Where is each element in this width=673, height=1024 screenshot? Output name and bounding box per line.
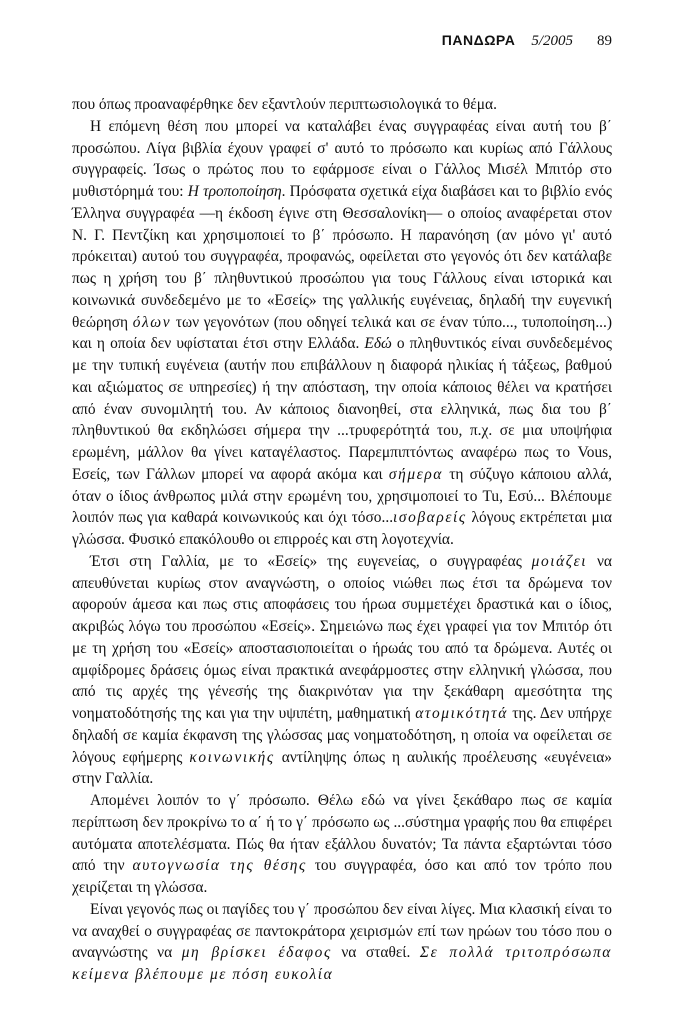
emphasis-olon: όλων bbox=[132, 313, 172, 331]
running-header bbox=[60, 32, 612, 54]
emphasis-simera: σήμερα bbox=[388, 465, 443, 483]
paragraph-1: που όπως προαναφέρθηκε δεν εξαντλούν περιπτωσιολογικά το θέμα. bbox=[72, 96, 497, 113]
p3-text-g: αντίληψης όπως η αυλικής προέλευσης «ευγένεια» στην Γαλλία. bbox=[72, 748, 613, 788]
p2-text-c: . Πρόσφατα σχετικά είχα διαβάσει και το βιβλίο ενός Έλληνα συγγραφέα —η έκδοση έγινε στη Θεσσαλονίκη— ο οποίος αναφέρεται στον Ν. Γ. Πεντζίκη και χρησιμοποιεί το β΄ πρόσωπο. Η παρανόηση (αν μόνο γι' αυτό πρόκειται) αυτού του συγγραφέα, προφανώς, οφείλεται στο γεγονός ότι δεν κατάλαβε πως η χρήση του β΄ πληθυντικού προσώπου για τους Γάλλους είναι ιστορικά και κοινωνικά συνδεδεμένο με το «Εσείς» της γαλλικής ευγένειας, δηλαδή την ευγενική θεώρηση bbox=[72, 183, 612, 331]
p2-text-a: Η επόμενη θέση που μπορεί να καταλάβει ένας συγγραφέας είναι αυτή του β΄ προσώπου. Λίγα βιβλία έχουν γραφεί σ' αυτό το πρόσωπο και κυρίως από Γάλλους συγγραφείς. Ίσως ο πρώτος που το εφάρμοσε είναι ο Γάλλος Μισέλ Μπιτόρ στο μυθιστόρημά του: bbox=[72, 117, 612, 200]
paragraph-3 bbox=[72, 551, 612, 790]
p2-text-g: ο πληθυντικός είναι συνδεδεμένος με την τυπική ευγένεια (αυτήν που επιβάλλουν η διαφορά ηλικίας ή τάξεως, βαθμού και αξιώματος σε υπηρεσίες) ή την απόσταση, την οποία κάποιος θέλει να κρατήσει από έναν συνομιλητή του. Αν κάποιος διανοηθεί, στα ελληνικά, πως δια του β΄ πληθυντικού θα εκδηλώσει σήμερα την ...τρυφερότητά του, π.χ. σε μια υποψήφια ερωμένη, μάλλον θα γίνει καταγέλαστος. Παρεμπιπτόντως αναφέρω πως το Vous, Εσείς, των Γάλλων μπορεί να αφορά ακόμα και bbox=[72, 335, 612, 483]
p4-text-a: Απομένει λοιπόν το γ΄ πρόσωπο. Θέλω εδώ να γίνει ξεκάθαρο πως σε καμία περίπτωση δεν προκρίνω το α΄ ή το γ΄ πρόσωπο ως ...σύστημα γραφής που θα επιφέρει αυτόματα αποτελέσματα. Πώς θα ήταν εξάλλου δυνατόν; Τα πάντα εξαρτώνται τόσο από την bbox=[72, 792, 612, 875]
p5-text-c: να σταθεί. bbox=[331, 944, 420, 962]
paragraph-2 bbox=[72, 116, 612, 551]
emphasis-edo: Εδώ bbox=[364, 335, 392, 353]
emphasis-koinonikis: κοινωνικής bbox=[189, 748, 275, 766]
body-text bbox=[72, 94, 612, 986]
p3-text-c: να απευθύνεται κυρίως στον αναγνώστη, ο οποίος νιώθει πως έτσι τα δρώμενα τον αφορούν άμεσα και πως στις αποφάσεις του ήρωα συμμετέχει δραστικά και ο ίδιος, ακριβώς λόγω του προσώπου «Εσείς». Σημειώνω πως έχει γραφεί για τον Μπιτόρ ότι με τη χρήση του «Εσείς» αποστασιοποιείται ο ήρωάς του από τα δρώμενα. Αυτές οι αμφίδρομες δράσεις όμως είναι πρακτικά ανεφάρμοστες στην ελληνική γλώσσα, που από τις αρχές της γένεσής της διακρινόταν για την ξεκάθαρη αμεσότητα της νοηματοδότησής της και για την υψιπέτη, μαθηματική bbox=[72, 552, 612, 722]
emphasis-edafos: μη βρίσκει έδαφος bbox=[181, 944, 332, 962]
p3-text-e: της. Δεν υπήρχε δηλαδή σε καμία έκφανση της γλώσσας μας νοηματοδότηση, η οποία να οφείλεται σε λόγους εφήμερης bbox=[72, 705, 612, 766]
p2-text-i: τη σύζυγο κάποιου αλλά, όταν ο ίδιος άνθρωπος μιλά στην ερωμένη του, χρησιμοποιεί το Tu, Εσύ... Βλέπουμε λοιπόν πως για καθαρά κοινωνικούς και όχι τόσο... bbox=[72, 465, 612, 527]
emphasis-last-line: Σε πολλά τριτοπρόσωπα κείμενα βλέπουμε με πόση ευκολία bbox=[72, 944, 612, 983]
p2-text-e: των γεγονότων (που οδηγεί τελικά και σε έναν τύπο..., τυποποίηση...) και η οποία δεν υφίσταται έτσι στην Ελλάδα. bbox=[72, 313, 612, 353]
p2-text-k: λόγους εκτρέπεται μια γλώσσα. Φυσικό επακόλουθο οι επιρροές και στη λογοτεχνία. bbox=[72, 509, 612, 548]
emphasis-atomikotita: ατομικότητά bbox=[415, 705, 508, 722]
journal-title: ΠΑΝΔΩΡΑ bbox=[441, 32, 516, 48]
emphasis-moiazei: μοιάζει bbox=[531, 552, 588, 570]
emphasis-aftognosia: αυτογνωσία της θέσης bbox=[132, 857, 307, 875]
emphasis-isovareis: ισοβαρείς bbox=[393, 509, 467, 527]
p5-text-a: Είναι γεγονός πως οι παγίδες του γ΄ προσώπου δεν είναι λίγες. Μια κλασική είναι το να αναχθεί ο συγγραφέας σε παντοκράτορα χειρισμών επί των ηρώων του τόσο που ο αναγνώστης να bbox=[72, 900, 612, 962]
paragraph-5 bbox=[72, 899, 612, 986]
p4-text-c: του συγγραφέα, όσο και από τον τρόπο που χειρίζεται τη γλώσσα. bbox=[72, 857, 613, 896]
page-number: 89 bbox=[597, 33, 612, 49]
issue-number: 5/2005 bbox=[531, 33, 573, 49]
p3-text-a: Έτσι στη Γαλλία, με το «Εσείς» της ευγενείας, ο συγγραφέας bbox=[90, 552, 532, 570]
book-title-italic: Η τροποποίηση bbox=[187, 183, 282, 200]
paragraph-4 bbox=[72, 790, 612, 899]
